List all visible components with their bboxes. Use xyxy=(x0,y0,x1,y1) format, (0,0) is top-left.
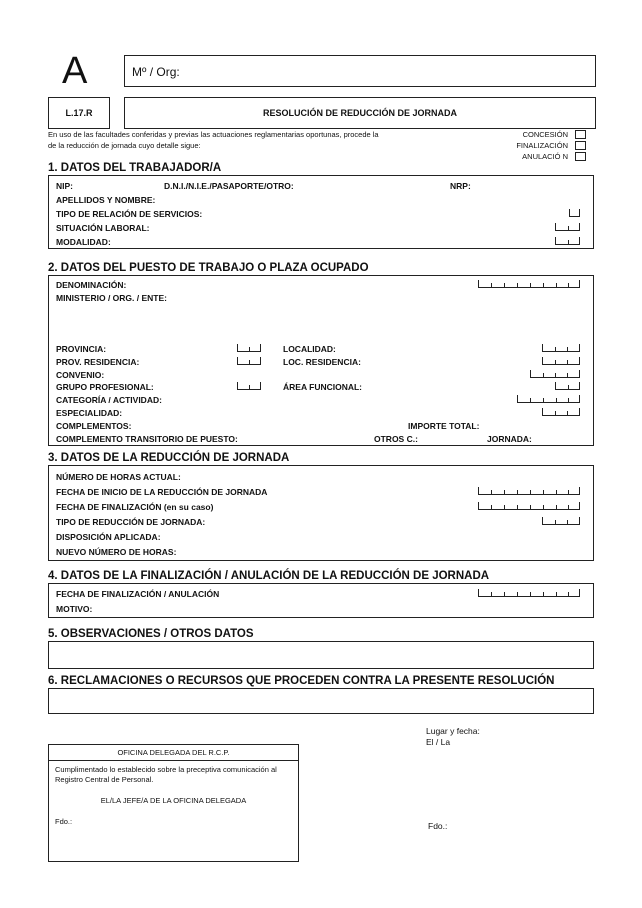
resolution-options xyxy=(440,130,588,164)
section-2-title: 2. DATOS DEL PUESTO DE TRABAJO O PLAZA OCUPADO xyxy=(48,262,369,274)
form-code: L.17.R xyxy=(65,108,93,118)
el-la-label: El / La xyxy=(426,737,451,747)
recursos-field[interactable] xyxy=(48,688,594,714)
title-box xyxy=(124,97,596,129)
situacion-cells[interactable] xyxy=(555,223,580,231)
option-anulacion-checkbox[interactable] xyxy=(575,152,586,161)
oficina-jefe: EL/LA JEFE/A DE LA OFICINA DELEGADA xyxy=(100,796,247,805)
situacion-label: SITUACIÓN LABORAL: xyxy=(56,223,150,233)
section-3-title: 3. DATOS DE LA REDUCCIÓN DE JORNADA xyxy=(48,452,290,464)
fecha-inicio-label: FECHA DE INICIO DE LA REDUCCIÓN DE JORNADA xyxy=(56,487,268,497)
provincia-cells[interactable] xyxy=(237,344,261,352)
nip-label: NIP: xyxy=(56,181,73,191)
fecha-anulacion-cells[interactable] xyxy=(478,589,580,597)
modalidad-label: MODALIDAD: xyxy=(56,237,111,247)
page-title: RESOLUCIÓN DE REDUCCIÓN DE JORNADA xyxy=(262,108,457,118)
oficina-title: OFICINA DELEGADA DEL R.C.P. xyxy=(117,748,230,757)
loc-residencia-label: LOC. RESIDENCIA: xyxy=(283,357,361,367)
denominacion-cells[interactable] xyxy=(478,280,580,288)
convenio-label: CONVENIO: xyxy=(56,370,105,380)
intro-line-1: En uso de las facultades conferidas y previas las actuaciones reglamentarias oportunas, procede la xyxy=(48,130,379,139)
fecha-inicio-cells[interactable] xyxy=(478,487,580,495)
modalidad-cells[interactable] xyxy=(555,237,580,245)
otros-label: OTROS C.: xyxy=(374,434,418,444)
disposicion-label: DISPOSICIÓN APLICADA: xyxy=(56,532,161,542)
convenio-cells[interactable] xyxy=(530,370,580,378)
complementos-label: COMPLEMENTOS: xyxy=(56,421,132,431)
especialidad-label: ESPECIALIDAD: xyxy=(56,408,123,418)
option-anulacion-label: ANULACIÓ N xyxy=(522,152,568,161)
importe-label: IMPORTE TOTAL: xyxy=(408,421,480,431)
denominacion-label: DENOMINACIÓN: xyxy=(56,280,127,290)
grupo-label: GRUPO PROFESIONAL: xyxy=(56,382,154,392)
lugar-fecha-label: Lugar y fecha: xyxy=(426,726,480,736)
dni-label: D.N.I./N.I.E./PASAPORTE/OTRO: xyxy=(164,181,294,191)
prov-residencia-cells[interactable] xyxy=(237,357,261,365)
observaciones-field[interactable] xyxy=(48,641,594,669)
especialidad-cells[interactable] xyxy=(542,408,580,416)
fecha-fin-cells[interactable] xyxy=(478,502,580,510)
org-label: Mº / Org: xyxy=(132,65,180,79)
section-4-title: 4. DATOS DE LA FINALIZACIÓN / ANULACIÓN DE LA REDUCCIÓN DE JORNADA xyxy=(48,570,490,582)
localidad-cells[interactable] xyxy=(542,344,580,352)
horas-actual-label: NÚMERO DE HORAS ACTUAL: xyxy=(56,472,181,482)
nrp-label: NRP: xyxy=(450,181,471,191)
tipo-relacion-cells[interactable] xyxy=(569,209,580,217)
categoria-label: CATEGORÍA / ACTIVIDAD: xyxy=(56,395,162,405)
form-code-box xyxy=(48,97,110,129)
option-concesion-checkbox[interactable] xyxy=(575,130,586,139)
section-1-title: 1. DATOS DEL TRABAJADOR/A xyxy=(48,162,222,174)
option-concesion-label: CONCESIÓN xyxy=(522,130,568,139)
prov-residencia-label: PROV. RESIDENCIA: xyxy=(56,357,140,367)
grupo-cells[interactable] xyxy=(237,382,261,390)
oficina-fdo: Fdo.: xyxy=(55,817,73,826)
form-letter: A xyxy=(62,50,88,92)
ministerio-label: MINISTERIO / ORG. / ENTE: xyxy=(56,293,167,303)
area-cells[interactable] xyxy=(555,382,580,390)
tipo-reduccion-label: TIPO DE REDUCCIÓN DE JORNADA: xyxy=(56,517,206,527)
loc-residencia-cells[interactable] xyxy=(542,357,580,365)
intro-line-2: de la reducción de jornada cuyo detalle sigue: xyxy=(48,141,201,150)
tipo-reduccion-cells[interactable] xyxy=(542,517,580,525)
oficina-line-1: Cumplimentado lo establecido sobre la preceptiva comunicación al xyxy=(55,765,277,774)
nuevo-horas-label: NUEVO NÚMERO DE HORAS: xyxy=(56,547,177,557)
oficina-box xyxy=(48,744,299,862)
fecha-anulacion-label: FECHA DE FINALIZACIÓN / ANULACIÓN xyxy=(56,589,220,599)
firma-fdo-label: Fdo.: xyxy=(428,821,448,831)
provincia-label: PROVINCIA: xyxy=(56,344,107,354)
fecha-fin-label: FECHA DE FINALIZACIÓN (en su caso) xyxy=(56,502,214,512)
categoria-cells[interactable] xyxy=(517,395,580,403)
option-finalizacion-checkbox[interactable] xyxy=(575,141,586,150)
motivo-label: MOTIVO: xyxy=(56,604,93,614)
option-finalizacion-label: FINALIZACIÓN xyxy=(516,141,568,150)
apellidos-label: APELLIDOS Y NOMBRE: xyxy=(56,195,156,205)
localidad-label: LOCALIDAD: xyxy=(283,344,336,354)
section-5-title: 5. OBSERVACIONES / OTROS DATOS xyxy=(48,628,254,640)
tipo-relacion-label: TIPO DE RELACIÓN DE SERVICIOS: xyxy=(56,209,203,219)
section-6-title: 6. RECLAMACIONES O RECURSOS QUE PROCEDEN CONTRA LA PRESENTE RESOLUCIÓN xyxy=(48,675,555,687)
area-label: ÁREA FUNCIONAL: xyxy=(283,382,363,392)
oficina-line-2: Registro Central de Personal. xyxy=(55,775,154,784)
jornada-label: JORNADA: xyxy=(487,434,532,444)
org-field[interactable] xyxy=(124,55,596,87)
transitorio-label: COMPLEMENTO TRANSITORIO DE PUESTO: xyxy=(56,434,238,444)
